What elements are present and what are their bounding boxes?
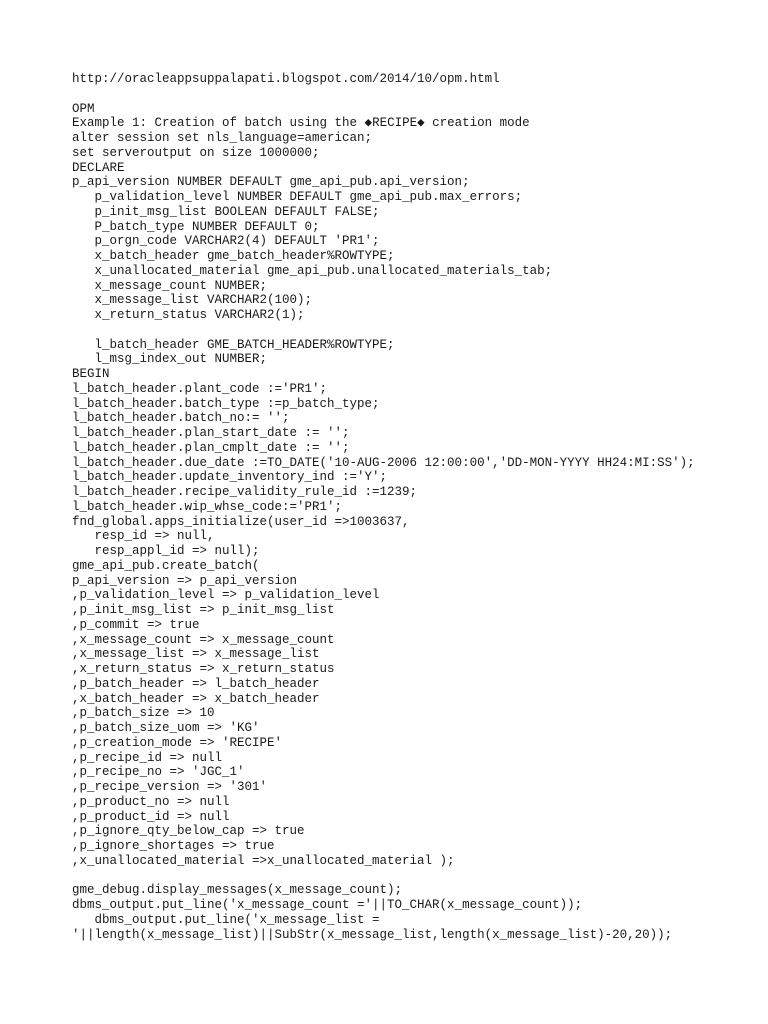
code-line: resp_appl_id => null);: [72, 544, 260, 558]
code-line: x_message_count NUMBER;: [72, 278, 268, 293]
code-line: l_batch_header.plant_code :='PR1';: [72, 381, 328, 396]
code-line: [72, 87, 762, 102]
code-line: ,p_ignore_shortages => true: [72, 839, 275, 853]
code-line: ,p_product_id => null: [72, 809, 230, 824]
code-line: set serveroutput on size 1000000;: [72, 145, 320, 160]
code-line: p_validation_level NUMBER DEFAULT gme_api_pub.max_errors;: [72, 190, 523, 204]
code-line: gme_api_pub.create_batch(: [72, 558, 260, 573]
code-line: l_batch_header.plan_start_date := '';: [72, 426, 350, 440]
code-block: [72, 72, 762, 942]
code-line: P_batch_type NUMBER DEFAULT 0;: [72, 219, 320, 234]
code-line: ,p_recipe_version => '301': [72, 780, 268, 794]
code-line: l_batch_header.wip_whse_code:='PR1';: [72, 499, 343, 514]
code-line: l_batch_header.batch_type :=p_batch_type;: [72, 396, 380, 411]
code-line: ,p_batch_header => l_batch_header: [72, 676, 320, 691]
code-line: gme_debug.display_messages(x_message_count);: [72, 883, 403, 898]
code-line: p_api_version => p_api_version: [72, 573, 298, 588]
code-line: [72, 869, 762, 884]
code-line: ,p_validation_level => p_validation_level: [72, 588, 380, 603]
code-line: ,p_init_msg_list => p_init_msg_list: [72, 603, 335, 617]
code-line: p_orgn_code VARCHAR2(4) DEFAULT 'PR1';: [72, 234, 380, 249]
code-line: ,x_batch_header => x_batch_header: [72, 691, 320, 706]
code-line: '||length(x_message_list)||SubStr(x_message_list,length(x_message_list)-20,20));: [72, 927, 673, 942]
code-line: alter session set nls_language=american;: [72, 131, 373, 145]
code-line: ,p_recipe_no => 'JGC_1': [72, 765, 245, 780]
code-line: OPM: [72, 101, 95, 116]
code-line: p_api_version NUMBER DEFAULT gme_api_pub.api_version;: [72, 175, 470, 190]
code-line: resp_id => null,: [72, 529, 215, 544]
code-line: ,p_batch_size => 10: [72, 706, 215, 721]
code-line: Example 1: Creation of batch using the ◆RECIPE◆ creation mode: [72, 116, 530, 131]
code-line: ,x_message_count => x_message_count: [72, 632, 335, 647]
code-line: l_batch_header.due_date :=TO_DATE('10-AUG-2006 12:00:00','DD-MON-YYYY HH24:MI:SS');: [72, 455, 695, 470]
code-line: ,p_creation_mode => 'RECIPE': [72, 735, 283, 750]
code-line: ,p_product_no => null: [72, 794, 230, 809]
code-line: l_batch_header.update_inventory_ind :='Y';: [72, 470, 388, 485]
code-line: ,p_batch_size_uom => 'KG': [72, 721, 260, 735]
code-line: p_init_msg_list BOOLEAN DEFAULT FALSE;: [72, 204, 380, 219]
code-line: dbms_output.put_line('x_message_list =: [72, 912, 380, 927]
code-line: BEGIN: [72, 367, 110, 381]
code-line: dbms_output.put_line('x_message_count ='||TO_CHAR(x_message_count));: [72, 898, 583, 912]
code-line: x_return_status VARCHAR2(1);: [72, 308, 305, 322]
code-line: l_batch_header.plan_cmplt_date := '';: [72, 440, 350, 455]
code-line: ,p_commit => true: [72, 617, 200, 632]
code-line: x_batch_header gme_batch_header%ROWTYPE;: [72, 249, 395, 263]
code-line: l_batch_header.batch_no:= '';: [72, 411, 290, 426]
code-line: ,p_recipe_id => null: [72, 750, 223, 765]
code-line: http://oracleappsuppalapati.blogspot.com/2014/10/opm.html: [72, 72, 500, 86]
code-line: ,x_message_list => x_message_list: [72, 647, 320, 662]
code-line: DECLARE: [72, 160, 125, 175]
code-line: ,x_return_status => x_return_status: [72, 662, 335, 676]
code-line: ,p_ignore_qty_below_cap => true: [72, 824, 305, 839]
code-line: [72, 323, 762, 338]
code-line: l_msg_index_out NUMBER;: [72, 352, 268, 367]
code-line: fnd_global.apps_initialize(user_id =>1003637,: [72, 514, 410, 529]
code-line: l_batch_header GME_BATCH_HEADER%ROWTYPE;: [72, 337, 395, 352]
code-line: x_message_list VARCHAR2(100);: [72, 293, 313, 308]
code-line: l_batch_header.recipe_validity_rule_id :=1239;: [72, 485, 418, 499]
code-line: x_unallocated_material gme_api_pub.unallocated_materials_tab;: [72, 263, 553, 278]
code-line: ,x_unallocated_material =>x_unallocated_material );: [72, 853, 455, 868]
